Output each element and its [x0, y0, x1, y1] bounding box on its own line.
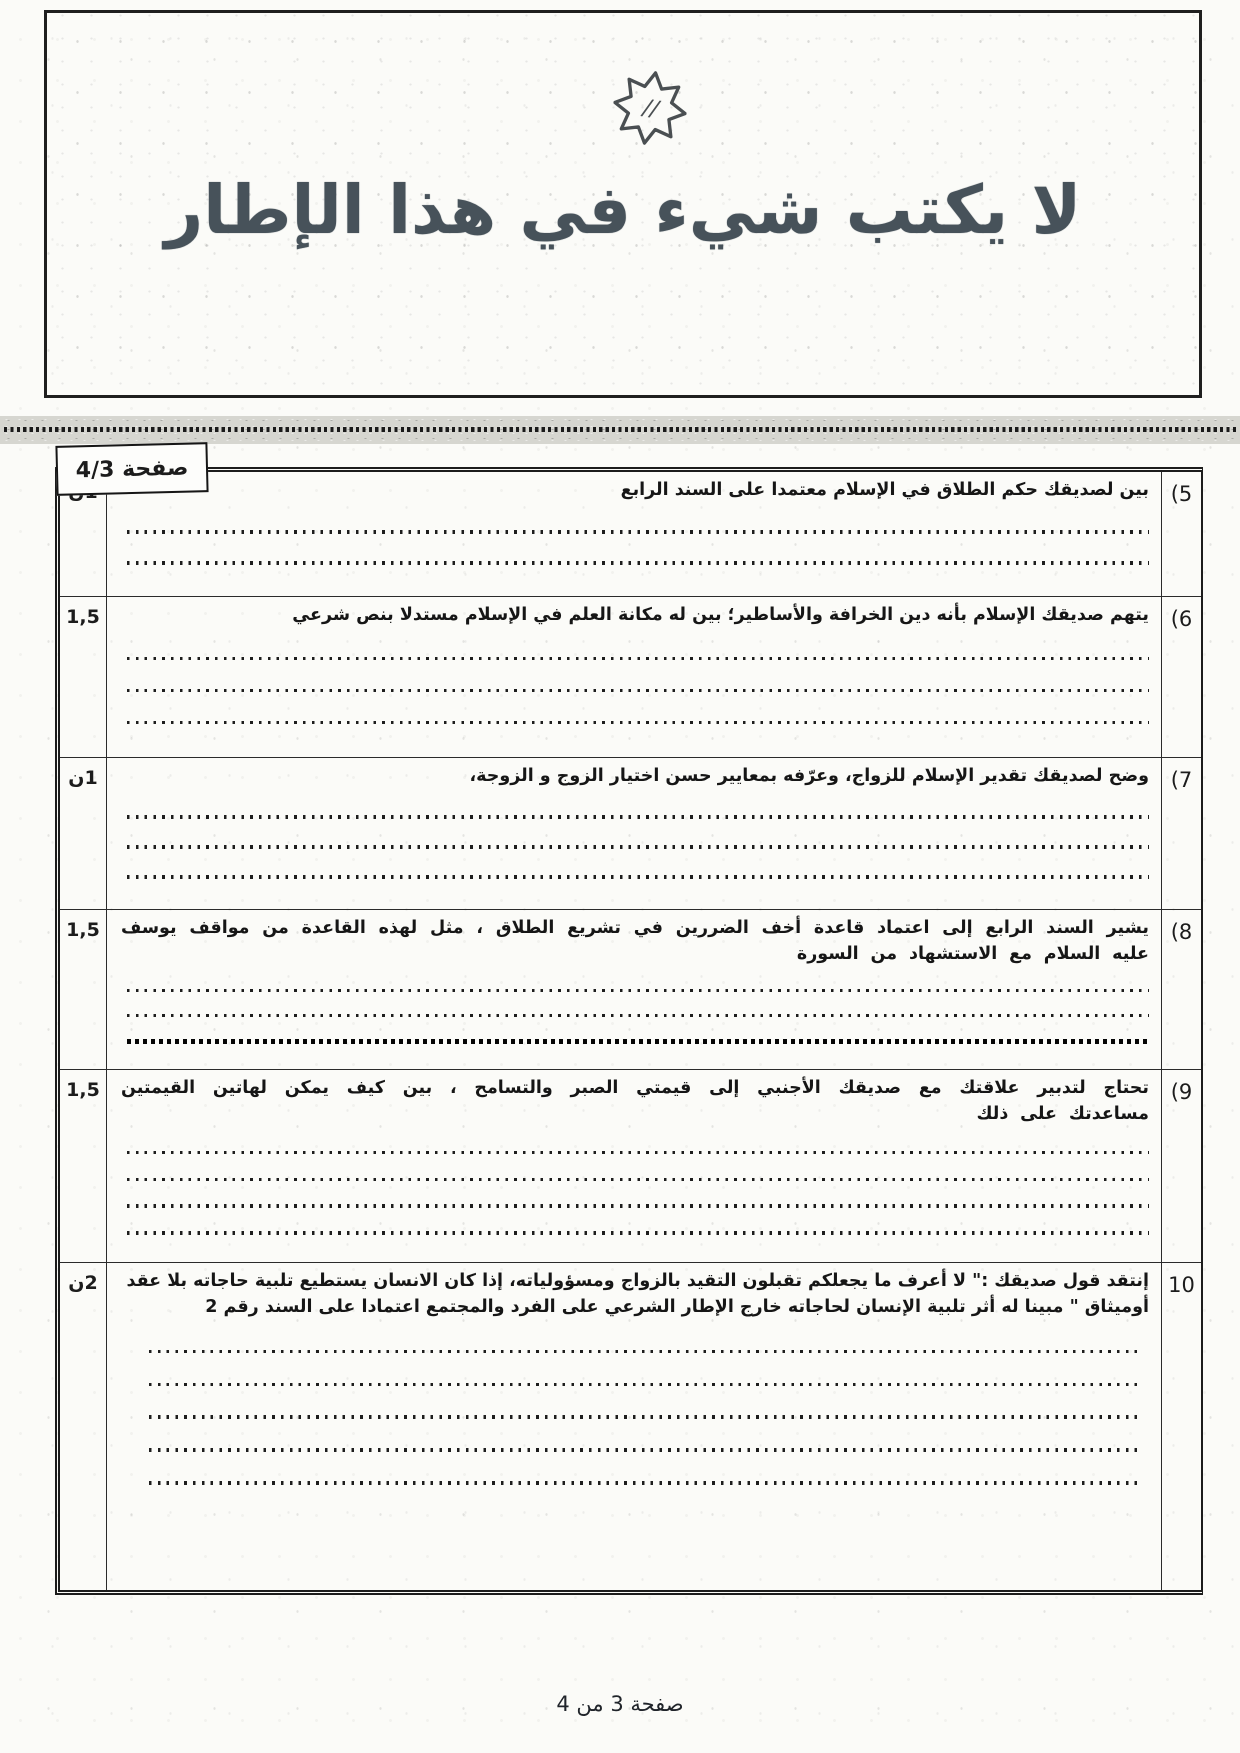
answer-lines-area: [121, 1128, 1149, 1259]
question-row: [60, 758, 1201, 910]
question-points: 1,5: [60, 1070, 107, 1262]
answer-line: [127, 1151, 1149, 1155]
question-row: [60, 1070, 1201, 1263]
answer-line: [149, 1481, 1137, 1485]
question-number: (6: [1161, 597, 1201, 757]
answer-line: [127, 689, 1149, 693]
answer-lines-area: [121, 628, 1149, 753]
question-text: إنتقد قول صديقك :" لا أعرف ما يجعلكم تقبلون التقيد بالزواج ومسؤولياته، إذا كان الانسان يستطيع تلبية حاجاته بلا عقد أوميثاق " مبينا له أثر تلبية الإنسان لحاجاته خارج الإطار الشرعي على الفرد والمجتمع اعتمادا على السند رقم 2: [126, 1271, 1149, 1318]
question-text: بين لصديقك حكم الطلاق في الإسلام معتمدا على السند الرابع: [620, 480, 1149, 500]
answer-lines-area: [121, 503, 1149, 592]
no-write-frame: [44, 10, 1202, 398]
frame-notice-text: لا يكتب شيء في هذا الإطار: [164, 171, 1082, 249]
answer-line: [127, 1178, 1149, 1182]
question-text: وضح لصديقك تقدير الإسلام للزواج، وعرّفه بمعايير حسن اختيار الزوج و الزوجة،: [469, 766, 1149, 786]
question-content: [107, 910, 1161, 1069]
question-text: يتهم صديقك الإسلام بأنه دين الخرافة والأساطير؛ بين له مكانة العلم في الإسلام مستدلا بنص شرعي: [292, 605, 1149, 625]
dotted-separator-band: [0, 416, 1240, 444]
answer-lines-area: [121, 968, 1149, 1066]
star-icon: [607, 64, 692, 153]
answer-lines-area: [121, 1321, 1149, 1587]
question-points: 1,5: [60, 910, 107, 1069]
question-number: (9: [1161, 1070, 1201, 1262]
answer-line: [149, 1350, 1137, 1354]
question-row: [60, 1263, 1201, 1590]
question-number: (5: [1161, 472, 1201, 596]
question-points: 1ن: [60, 758, 107, 909]
answer-line: [149, 1415, 1137, 1419]
question-points: 1,5: [60, 597, 107, 757]
question-text: تحتاج لتدبير علاقتك مع صديقك الأجنبي إلى قيمتي الصبر والتسامح ، بين كيف يمكن لهاتين القيمتين مساعدتك على ذلك: [121, 1078, 1149, 1125]
answer-line: [127, 561, 1149, 565]
answer-line: [149, 1448, 1137, 1452]
answer-line: [127, 721, 1149, 725]
answer-line: [127, 1231, 1149, 1235]
answer-line: [127, 1039, 1149, 1044]
answer-line: [127, 530, 1149, 534]
answer-line: [127, 657, 1149, 661]
answer-lines-area: [121, 789, 1149, 905]
question-content: [107, 472, 1161, 596]
question-content: [107, 758, 1161, 909]
questions-table: [55, 467, 1203, 1595]
page-number-label: صفحة 4/3: [55, 442, 208, 496]
question-number: 10: [1161, 1263, 1201, 1590]
star-marks: //: [641, 94, 661, 123]
answer-line: [127, 845, 1149, 849]
question-points: 2ن: [60, 1263, 107, 1590]
question-row: [60, 472, 1201, 597]
question-row: [60, 597, 1201, 758]
question-content: [107, 597, 1161, 757]
question-content: [107, 1070, 1161, 1262]
answer-line: [127, 875, 1149, 879]
answer-line: [127, 1204, 1149, 1208]
dotted-separator-line: [4, 427, 1236, 432]
answer-line: [149, 1383, 1137, 1387]
page-footer: صفحة 3 من 4: [556, 1692, 684, 1716]
question-number: (7: [1161, 758, 1201, 909]
answer-line: [127, 815, 1149, 819]
question-text: يشير السند الرابع إلى اعتماد قاعدة أخف الضررين في تشريع الطلاق ، مثل لهذه القاعدة من مواقف يوسف عليه السلام مع الاستشهاد من السورة: [121, 918, 1149, 965]
question-content: [107, 1263, 1161, 1590]
question-number: (8: [1161, 910, 1201, 1069]
answer-line: [127, 989, 1149, 993]
answer-line: [127, 1014, 1149, 1018]
question-row: [60, 910, 1201, 1070]
